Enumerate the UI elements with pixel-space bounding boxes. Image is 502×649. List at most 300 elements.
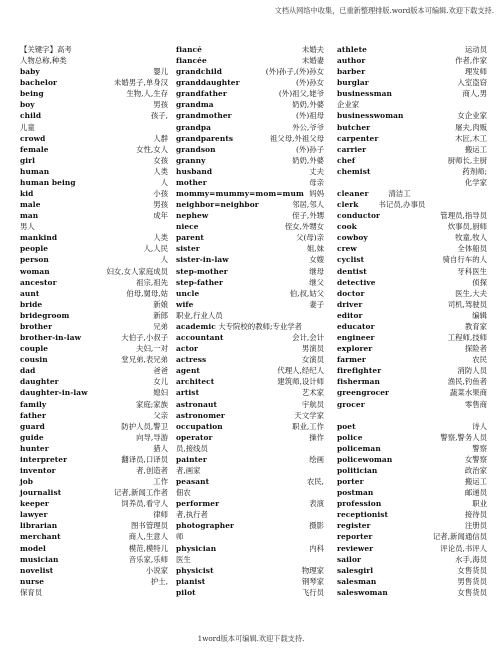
vocab-entry: [176, 565, 324, 576]
vocab-entry: [20, 199, 168, 210]
term-english: wife: [176, 299, 194, 309]
term-english: grandparents: [176, 133, 234, 143]
term-chinese: 伯,叔,姑父: [289, 288, 324, 298]
term-chinese: 蔬菜水果商: [450, 388, 487, 398]
vocab-entry: [337, 144, 487, 155]
term-english: step-father: [176, 277, 223, 287]
vocab-entry: [337, 199, 487, 210]
term-chinese: 音乐家,乐师: [128, 554, 168, 564]
term-english: inventor: [20, 465, 56, 475]
term-chinese: 继父: [309, 277, 324, 287]
vocab-entry: [20, 498, 168, 509]
term-chinese: 记者,新闻工作者: [113, 488, 168, 498]
term-english: mother: [176, 177, 207, 187]
term-english: explorer: [337, 344, 373, 354]
term-chinese: 牧童,牧人: [455, 233, 487, 243]
vocab-entry: [337, 221, 487, 232]
term-english: grandma: [176, 100, 214, 110]
term-english: poet: [337, 421, 356, 431]
term-english: reporter: [337, 532, 373, 542]
vocab-entry: [20, 299, 168, 310]
text-line: 【关键字】高考: [20, 45, 72, 54]
term-chinese: 探险者: [464, 344, 487, 354]
text-line: [176, 321, 324, 332]
term-english: businesswoman: [337, 111, 404, 121]
term-chinese: 新娘: [153, 299, 168, 309]
text-line: 人物总称,种类: [20, 56, 67, 66]
vocab-entry: [337, 332, 487, 343]
vocab-entry: [20, 277, 168, 288]
term-chinese: 警察,警务人员: [440, 432, 487, 442]
term-chinese: 药剂师;: [462, 166, 487, 176]
term-chinese: 炊事员,厨师: [447, 222, 487, 232]
vocab-entry: [337, 487, 487, 498]
term-english: fiancé: [176, 45, 202, 54]
term-english: cook: [337, 222, 357, 232]
vocab-entry: [337, 454, 487, 465]
term-chinese: 女嫂: [309, 255, 324, 265]
term-chinese: 人类: [153, 166, 168, 176]
vocab-entry: [176, 399, 324, 410]
term-chinese: 诗人: [472, 421, 487, 431]
term-english: dad: [20, 366, 36, 376]
vocab-entry: [337, 520, 487, 531]
vocab-entry: [20, 554, 168, 565]
vocab-entry: [176, 343, 324, 354]
page-footer: 1word版本可编辑.欢迎下载支持.: [197, 634, 305, 643]
vocab-entry: [337, 465, 487, 476]
text-line: 儿童: [20, 122, 35, 132]
vocab-entry: [337, 55, 487, 66]
vocab-entry: [176, 177, 324, 188]
vocab-entry: [20, 232, 168, 243]
term-chinese: 未婚男子,单身汉: [113, 78, 168, 88]
term-chinese: 厨师长,主厨: [447, 155, 487, 165]
term-chinese: 女性,女人: [136, 144, 168, 154]
vocab-entry: [20, 144, 168, 155]
term-chinese: 小孩: [153, 189, 168, 199]
term-chinese: 男孩: [153, 100, 168, 110]
term-english: keeper: [20, 499, 49, 509]
term-chinese: 屠夫,肉贩: [455, 122, 487, 132]
vocab-entry: [20, 288, 168, 299]
term-english: driver: [337, 299, 363, 309]
vocab-entry: [20, 155, 168, 166]
vocab-entry: [20, 376, 168, 387]
vocab-entry: [20, 332, 168, 343]
term-english: farmer: [337, 355, 366, 365]
term-english: carpenter: [337, 133, 379, 143]
term-english: kid: [20, 189, 34, 199]
vocab-entry: [337, 310, 487, 321]
term-english: human: [20, 166, 50, 176]
vocab-entry: [337, 210, 487, 221]
term-chinese: 妈妈: [309, 189, 324, 199]
vocab-entry: [337, 188, 487, 199]
vocab-entry: [176, 299, 324, 310]
term-english: educator: [337, 321, 375, 331]
term-english: barber: [337, 67, 366, 77]
term-chinese: 未婚夫: [301, 45, 324, 54]
term-chinese: 祖父母,外祖父母: [269, 133, 324, 143]
vocab-entry: [20, 410, 168, 421]
term-chinese: 模范,模特儿: [128, 543, 168, 553]
column-2: [176, 44, 324, 598]
term-english: people: [20, 244, 49, 254]
term-english: operator: [176, 432, 213, 442]
vocab-entry: [20, 77, 168, 88]
vocab-entry: [337, 88, 487, 99]
term-chinese: 堂兄弟,表兄弟: [121, 355, 168, 365]
term-chinese: 医生,大夫: [455, 288, 487, 298]
term-chinese: 政治家: [464, 465, 487, 475]
vocab-entry: [176, 454, 324, 465]
term-chinese: 会计,会计: [292, 333, 324, 343]
term-english: girl: [20, 155, 36, 165]
vocab-entry: [337, 277, 487, 288]
term-english: physicist: [176, 565, 214, 575]
term-english: photographer: [176, 521, 235, 531]
vocab-entry: [176, 199, 324, 210]
term-english: boy: [20, 100, 35, 110]
term-english: family: [20, 399, 47, 409]
term-english: granddaughter: [176, 78, 240, 88]
term-english: engineer: [337, 333, 375, 343]
term-english: man: [20, 211, 39, 221]
vocab-entry: [20, 343, 168, 354]
term-chinese: 水手,海员: [455, 554, 487, 564]
term-english: porter: [337, 477, 364, 487]
text-line: 佃农: [176, 488, 191, 498]
term-english: guide: [20, 432, 44, 442]
term-chinese: 搬运工: [464, 477, 487, 487]
vocab-entry: [337, 232, 487, 243]
term-chinese: 物理家: [301, 565, 324, 575]
term-chinese: 代理人,经纪人: [277, 366, 324, 376]
term-english: cleaner: [337, 189, 369, 199]
vocab-entry: [176, 232, 324, 243]
vocab-entry: [20, 509, 168, 520]
term-english: baby: [20, 67, 40, 77]
vocab-entry: [176, 144, 324, 155]
term-chinese: 作者,作家: [455, 56, 487, 66]
vocab-entry: [337, 321, 487, 332]
vocab-entry: [337, 133, 487, 144]
term-english: chef: [337, 155, 356, 165]
term-english: musician: [20, 554, 59, 564]
vocab-entry: [20, 421, 168, 432]
term-english: pianist: [176, 576, 206, 586]
text-line: 者,执行者: [176, 510, 208, 520]
term-english: person: [20, 255, 49, 265]
term-chinese: 内科: [309, 543, 324, 553]
term-english: human being: [20, 177, 76, 187]
vocab-entry: [20, 310, 168, 321]
vocab-entry: [176, 576, 324, 587]
vocab-entry: [176, 266, 324, 277]
term-english: register: [337, 521, 371, 531]
term-english: bride: [20, 299, 43, 309]
vocab-entry: [337, 288, 487, 299]
vocab-entry: [20, 243, 168, 254]
term-english: peasant: [176, 477, 210, 487]
vocab-entry: [20, 399, 168, 410]
term-english: female: [20, 144, 49, 154]
vocab-entry: [20, 387, 168, 398]
term-english: aunt: [20, 288, 40, 298]
term-english: crew: [337, 244, 357, 254]
term-chinese: 接待员: [464, 510, 487, 520]
term-english: father: [20, 410, 46, 420]
term-english: police: [337, 432, 363, 442]
vocab-entry: [337, 243, 487, 254]
term-chinese: 职业: [472, 499, 487, 509]
term-english: uncle: [176, 288, 200, 298]
page-header: 文档从网络中收集，已重新整理排版.word版本可编辑.欢迎下载支持.: [274, 6, 494, 15]
term-chinese: 理发师: [464, 67, 487, 77]
vocab-entry: [337, 354, 487, 365]
term-english: policeman: [337, 443, 381, 453]
term-english: grandchild: [176, 67, 223, 77]
term-english: grandmother: [176, 111, 232, 121]
term-english: bachelor: [20, 78, 57, 88]
vocab-entry: [337, 44, 487, 55]
term-english: detective: [337, 277, 376, 287]
vocab-entry: [176, 288, 324, 299]
vocab-entry: [337, 254, 487, 265]
vocab-entry: [337, 565, 487, 576]
vocab-entry: [20, 576, 168, 587]
term-chinese: 小说家: [145, 565, 168, 575]
term-english: fiancée: [176, 56, 207, 66]
term-chinese: 男售货员: [457, 576, 487, 586]
term-chinese: 人类: [153, 233, 168, 243]
term-chinese: 大专院校的教师;专业学者: [215, 321, 303, 331]
vocab-entry: [176, 77, 324, 88]
term-english: doctor: [337, 288, 365, 298]
term-chinese: 人,人民: [143, 244, 168, 254]
term-chinese: 爸爸: [153, 366, 168, 376]
term-english: athlete: [337, 45, 367, 54]
vocab-entry: [337, 399, 487, 410]
term-english: hunter: [20, 443, 49, 453]
vocab-entry: [20, 188, 168, 199]
term-english: academic: [176, 321, 216, 331]
vocab-entry: [337, 376, 487, 387]
term-english: saleswoman: [337, 587, 388, 597]
term-chinese: 农民: [472, 355, 487, 365]
term-chinese: 丈夫: [309, 166, 324, 176]
term-chinese: 女售货员: [457, 565, 487, 575]
term-english: chemist: [337, 166, 371, 176]
term-chinese: 运动员: [464, 45, 487, 54]
term-english: novelist: [20, 565, 54, 575]
term-english: author: [337, 56, 366, 66]
term-english: cyclist: [337, 255, 365, 265]
term-chinese: 未婚妻: [301, 56, 324, 66]
term-english: child: [20, 111, 42, 121]
term-chinese: 商人,生意人: [128, 532, 168, 542]
vocab-entry: [20, 177, 168, 188]
vocab-entry: [337, 576, 487, 587]
term-chinese: 奶奶,外婆: [292, 155, 324, 165]
term-chinese: (外)孙子,(外)孙女: [265, 67, 324, 77]
vocab-entry: [20, 432, 168, 443]
term-english: interpreter: [20, 454, 68, 464]
vocab-entry: [176, 498, 324, 509]
term-chinese: 生物,人,生存: [126, 89, 168, 99]
term-english: carrier: [337, 144, 367, 154]
term-chinese: 入室盗窃: [457, 78, 487, 88]
term-chinese: 侄子,外甥: [292, 211, 324, 221]
vocab-entry: [20, 365, 168, 376]
term-english: grocer: [337, 399, 365, 409]
term-chinese: 媳妇: [153, 388, 168, 398]
term-chinese: 评论员,书评人: [440, 543, 487, 553]
vocab-entry: [176, 376, 324, 387]
term-chinese: 者,创造者: [136, 465, 168, 475]
text-line: 企业家: [337, 100, 360, 110]
vocab-entry: [176, 221, 324, 232]
term-chinese: 女企业家: [457, 111, 487, 121]
term-english: dentist: [337, 266, 367, 276]
term-english: performer: [176, 499, 220, 509]
vocab-entry: [176, 99, 324, 110]
vocab-entry: [337, 387, 487, 398]
term-chinese: 绘画: [309, 454, 324, 464]
vocab-entry: [176, 587, 324, 598]
term-english: greengrocer: [337, 388, 390, 398]
term-english: firefighter: [337, 366, 382, 376]
term-english: businessman: [337, 89, 392, 99]
vocab-entry: [337, 509, 487, 520]
vocab-entry: [20, 543, 168, 554]
vocab-entry: [20, 133, 168, 144]
term-english: postman: [337, 488, 374, 498]
vocab-entry: [176, 332, 324, 343]
term-english: grandson: [176, 144, 216, 154]
vocab-entry: [176, 243, 324, 254]
term-chinese: 护士,: [150, 576, 168, 586]
term-chinese: 图书管理员: [131, 521, 168, 531]
term-chinese: 教育家: [464, 321, 487, 331]
term-chinese: 妻子: [309, 299, 324, 309]
term-chinese: 大伯子,小叔子: [121, 333, 168, 343]
term-english: neighbor=neighbor: [176, 200, 259, 210]
column-1: [20, 44, 168, 598]
term-english: granny: [176, 155, 206, 165]
term-english: job: [20, 477, 34, 487]
term-english: nurse: [20, 576, 45, 586]
vocab-entry: [176, 210, 324, 221]
term-chinese: 律师: [153, 510, 168, 520]
term-chinese: 操作: [309, 432, 324, 442]
term-chinese: 清洁工: [388, 189, 411, 199]
term-chinese: 夫妇,一对: [136, 344, 168, 354]
vocab-entry: [20, 476, 168, 487]
vocab-entry: [20, 465, 168, 476]
term-chinese: 管理员,指导员: [440, 211, 487, 221]
term-english: crowd: [20, 133, 46, 143]
vocab-entry: [337, 122, 487, 133]
term-english: policewoman: [337, 454, 393, 464]
text-line: 职业,行业人员: [176, 310, 223, 320]
term-english: merchant: [20, 532, 61, 542]
term-english: ancestor: [20, 277, 57, 287]
term-chinese: 邮递员: [464, 488, 487, 498]
vocab-entry: [20, 531, 168, 542]
term-chinese: 女演员: [301, 355, 324, 365]
term-english: politician: [337, 465, 378, 475]
term-chinese: 新郎: [153, 310, 168, 320]
term-chinese: 木匠,木工: [455, 133, 487, 143]
vocab-entry: [337, 110, 487, 121]
term-english: bridegroom: [20, 310, 70, 320]
vocab-entry: [337, 587, 487, 598]
term-chinese: 钢琴家: [301, 576, 324, 586]
vocab-entry: [20, 99, 168, 110]
spacer: [337, 410, 487, 421]
term-chinese: 男孩: [153, 200, 168, 210]
term-english: model: [20, 543, 46, 553]
term-english: receptionist: [337, 510, 389, 520]
vocab-entry: [337, 554, 487, 565]
vocab-entry: [176, 254, 324, 265]
vocab-entry: [176, 122, 324, 133]
term-chinese: 人: [160, 255, 168, 265]
vocab-entry: [176, 520, 324, 531]
vocab-entry: [20, 454, 168, 465]
term-chinese: 全体船员: [457, 244, 487, 254]
term-chinese: 摄影: [309, 521, 324, 531]
vocab-entry: [176, 410, 324, 421]
term-english: burglar: [337, 78, 369, 88]
vocab-entry: [176, 133, 324, 144]
term-chinese: 农民,: [306, 477, 324, 487]
vocab-entry: [337, 166, 487, 177]
vocab-entry: [337, 299, 487, 310]
term-chinese: 饲养员,看守人: [121, 499, 168, 509]
vocab-entry: [176, 354, 324, 365]
term-english: salesman: [337, 576, 377, 586]
term-chinese: 编辑: [472, 310, 487, 320]
term-english: architect: [176, 377, 215, 387]
vocab-entry: [337, 66, 487, 77]
vocab-entry: [176, 421, 324, 432]
vocab-entry: [20, 487, 168, 498]
term-chinese: 女售货员: [457, 587, 487, 597]
vocab-entry: [337, 421, 487, 432]
term-english: agent: [176, 366, 200, 376]
term-chinese: (外)孙子: [296, 144, 324, 154]
term-english: nephew: [176, 211, 209, 221]
term-chinese: 书记员,办事员: [378, 200, 426, 210]
term-chinese: 商人,男: [462, 89, 487, 99]
vocab-entry: [176, 155, 324, 166]
term-chinese: 艺术家: [301, 388, 324, 398]
vocab-entry: [337, 432, 487, 443]
vocab-entry: [20, 443, 168, 454]
term-chinese: 母亲: [309, 177, 324, 187]
term-chinese: 家庭;家族: [135, 399, 168, 409]
term-chinese: 妇女,女人家庭成员: [106, 266, 168, 276]
term-english: pilot: [176, 587, 196, 597]
text-line: 保育员: [20, 587, 43, 597]
term-chinese: (外)祖母: [296, 111, 324, 121]
vocab-entry: [176, 166, 324, 177]
text-line: 男人: [20, 222, 35, 232]
term-chinese: 伯母,舅母,姑: [126, 288, 168, 298]
